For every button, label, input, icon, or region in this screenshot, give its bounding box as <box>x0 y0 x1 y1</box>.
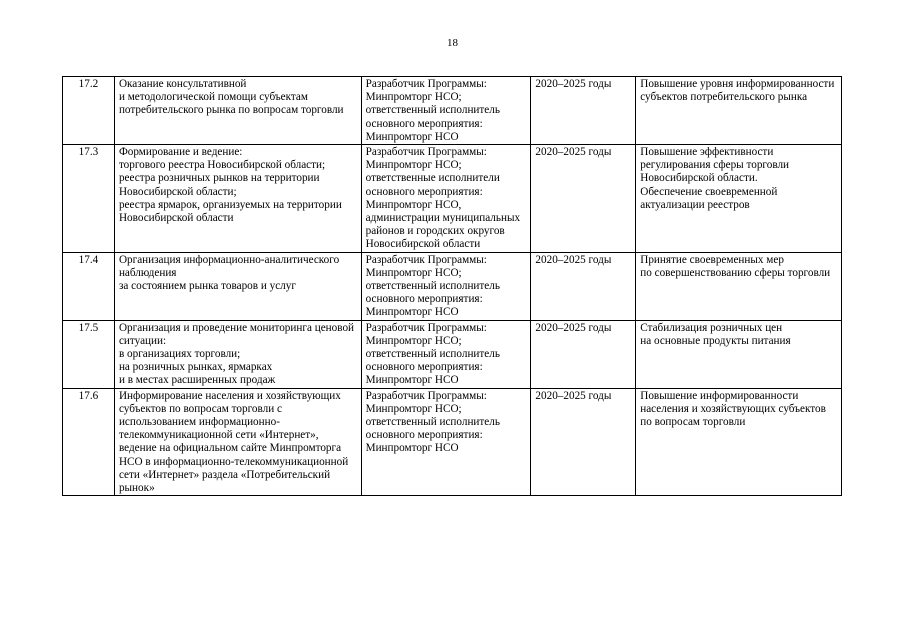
result-cell: Повышение эффективности регулирования сферы торговли Новосибирской области. Обеспечение своевременной актуализации реестров <box>636 145 842 253</box>
row-number: 17.6 <box>63 388 115 496</box>
period-cell: 2020–2025 годы <box>531 145 636 253</box>
result-cell: Повышение уровня информированности субъектов потребительского рынка <box>636 77 842 145</box>
program-activities-table <box>62 76 842 496</box>
result-cell: Стабилизация розничных цен на основные продукты питания <box>636 320 842 388</box>
table-row <box>63 320 842 388</box>
activity-cell: Организация информационно-аналитического наблюдения за состоянием рынка товаров и услуг <box>114 252 361 320</box>
period-cell: 2020–2025 годы <box>531 320 636 388</box>
row-number: 17.3 <box>63 145 115 253</box>
period-cell: 2020–2025 годы <box>531 77 636 145</box>
result-cell: Принятие своевременных мер по совершенствованию сферы торговли <box>636 252 842 320</box>
table-row <box>63 388 842 496</box>
row-number: 17.2 <box>63 77 115 145</box>
executor-cell: Разработчик Программы: Минпромторг НСО; ответственный исполнитель основного мероприятия: Минпромторг НСО <box>361 320 531 388</box>
page-number: 18 <box>447 37 458 49</box>
table-row <box>63 252 842 320</box>
period-cell: 2020–2025 годы <box>531 252 636 320</box>
activity-cell: Оказание консультативной и методологической помощи субъектам потребительского рынка по вопросам торговли <box>114 77 361 145</box>
period-cell: 2020–2025 годы <box>531 388 636 496</box>
executor-cell: Разработчик Программы: Минпромторг НСО; ответственный исполнитель основного мероприятия: Минпромторг НСО <box>361 77 531 145</box>
activity-cell: Формирование и ведение: торгового реестра Новосибирской области; реестра розничных рынков на территории Новосибирской области; реестра ярмарок, организуемых на территории Новосибирской области <box>114 145 361 253</box>
activity-cell: Информирование населения и хозяйствующих субъектов по вопросам торговли с использованием информационно-телекоммуникационной сети «Интернет», ведение на официальном сайте Минпромторга НСО в информационно-телекоммуникационной сети «Интернет» раздела «Потребительский рынок» <box>114 388 361 496</box>
row-number: 17.5 <box>63 320 115 388</box>
executor-cell: Разработчик Программы: Минпромторг НСО; ответственные исполнители основного мероприятия: Минпромторг НСО, администрации муниципальных районов и городских округов Новосибирской области <box>361 145 531 253</box>
row-number: 17.4 <box>63 252 115 320</box>
executor-cell: Разработчик Программы: Минпромторг НСО; ответственный исполнитель основного мероприятия: Минпромторг НСО <box>361 388 531 496</box>
result-cell: Повышение информированности населения и хозяйствующих субъектов по вопросам торговли <box>636 388 842 496</box>
table-row <box>63 145 842 253</box>
table-row <box>63 77 842 145</box>
activity-cell: Организация и проведение мониторинга ценовой ситуации: в организациях торговли; на розничных рынках, ярмарках и в местах расширенных продаж <box>114 320 361 388</box>
executor-cell: Разработчик Программы: Минпромторг НСО; ответственный исполнитель основного мероприятия: Минпромторг НСО <box>361 252 531 320</box>
